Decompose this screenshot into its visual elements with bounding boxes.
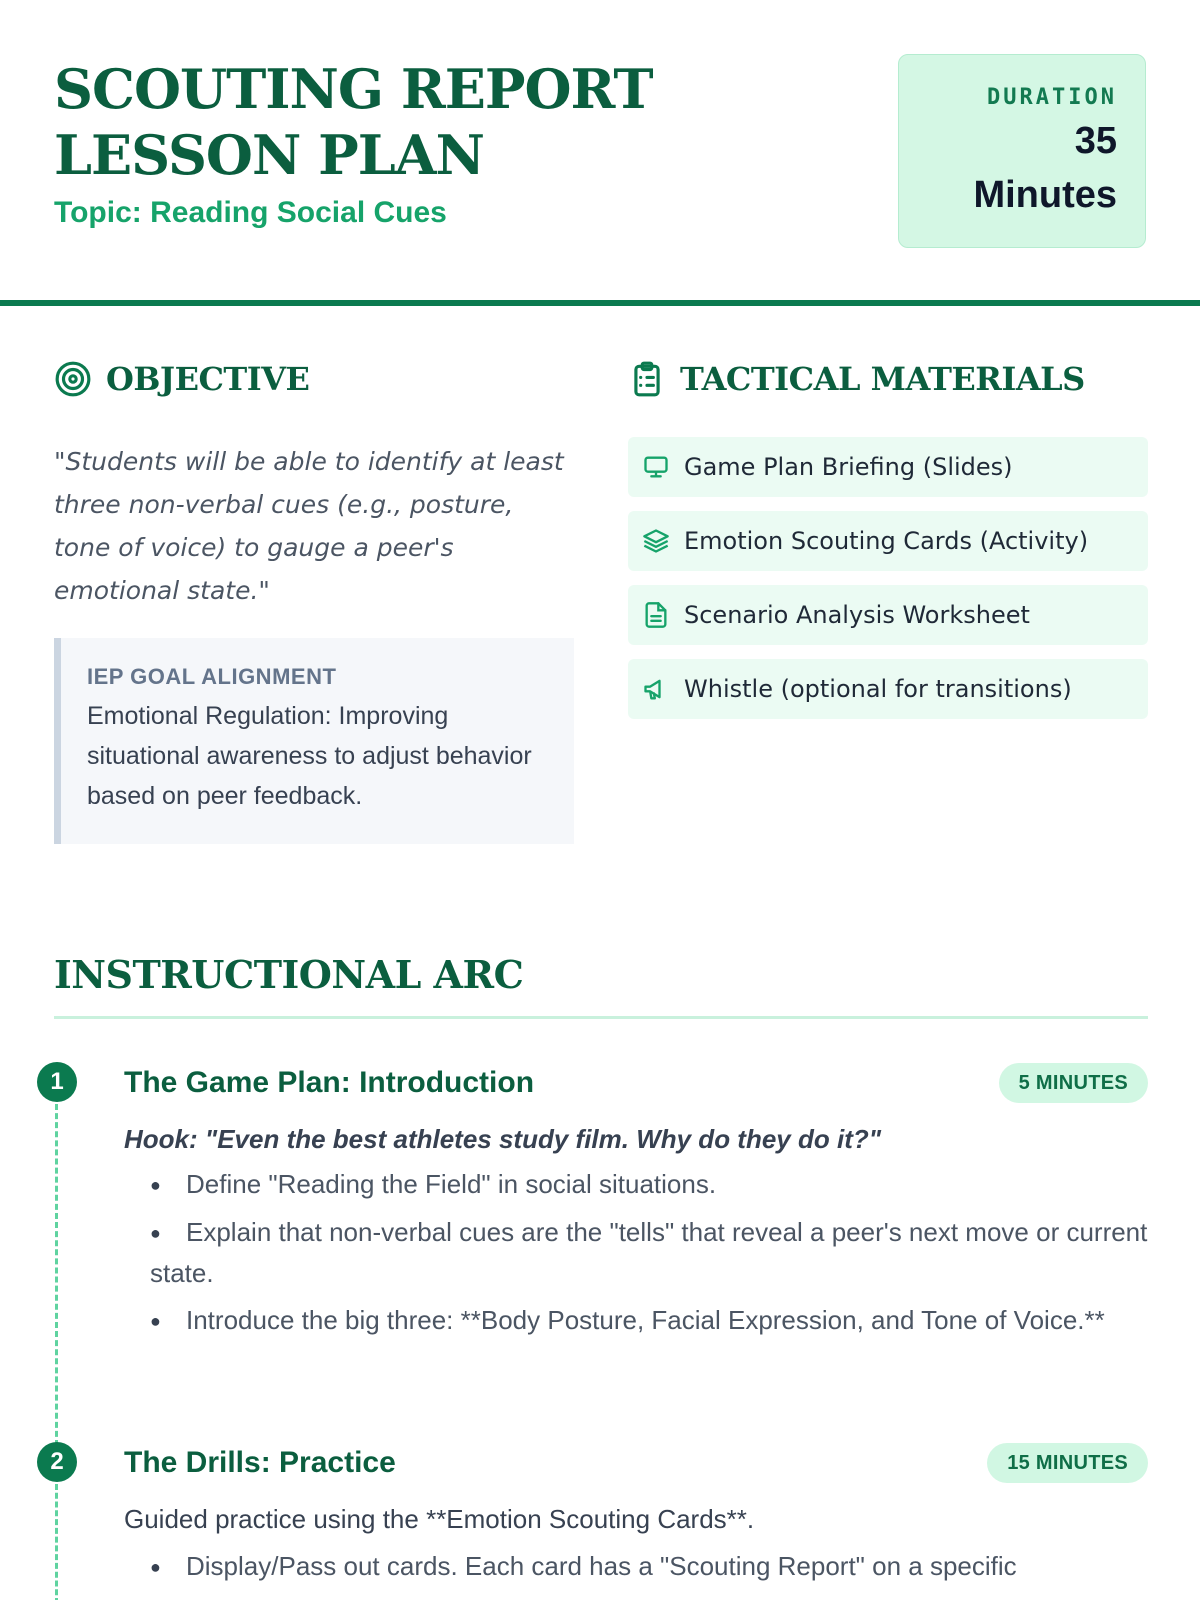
bullet-text: Explain that non-verbal cues are the "tells" that reveal a peer's next move or current state.: [150, 1217, 1148, 1288]
material-item: [628, 437, 1148, 497]
step-number: 1: [37, 1062, 77, 1102]
timeline-connector: [55, 1484, 58, 1600]
step-bullet-list: [150, 1164, 1148, 1348]
objective-heading: [54, 360, 309, 398]
material-label: Game Plan Briefing (Slides): [684, 453, 1013, 481]
section-divider: [54, 1016, 1148, 1019]
step-hook: Hook: "Even the best athletes study film. Why do they do it?": [124, 1124, 882, 1154]
list-item: ● Display/Pass out cards. Each card has a "Scouting Report" on a specific: [150, 1551, 1017, 1581]
iep-text: Emotional Regulation: Improving situational awareness to adjust behavior based on peer feedback.: [87, 702, 532, 810]
duration-label: DURATION: [987, 85, 1117, 110]
step-number: 2: [37, 1442, 77, 1482]
step-bullet-list: [150, 1546, 1148, 1594]
duration-badge: 5 MINUTES: [999, 1063, 1148, 1103]
topic-subtitle: Topic: Reading Social Cues: [54, 196, 447, 229]
timeline-connector: [55, 1104, 58, 1446]
bullet-text: Introduce the big three: **Body Posture, Facial Expression, and Tone of Voice.**: [186, 1305, 1105, 1335]
duration-value: 35 Minutes: [973, 120, 1117, 216]
iep-label: IEP GOAL ALIGNMENT: [87, 664, 337, 689]
presentation-icon: [642, 453, 670, 481]
list-item: ● Define "Reading the Field" in social situations.: [150, 1169, 717, 1199]
step-intro: Guided practice using the **Emotion Scouting Cards**.: [124, 1504, 755, 1534]
materials-list: [628, 437, 1148, 733]
duration-card: [898, 54, 1146, 248]
duration-badge: 15 MINUTES: [987, 1443, 1148, 1483]
megaphone-icon: [642, 675, 670, 703]
materials-heading-text: TACTICAL MATERIALS: [680, 360, 1085, 398]
page-title: SCOUTING REPORT LESSON PLAN: [54, 57, 653, 187]
iep-goal-box: [54, 638, 574, 844]
clipboard-list-icon: [628, 360, 666, 398]
material-label: Emotion Scouting Cards (Activity): [684, 527, 1089, 555]
list-item: ● Introduce the big three: **Body Posture, Facial Expression, and Tone of Voice.**: [150, 1305, 1105, 1335]
materials-heading: [628, 360, 1085, 398]
material-item: [628, 511, 1148, 571]
objective-text: "Students will be able to identify at least three non-verbal cues (e.g., posture, tone of voice) to gauge a peer's emotional state.": [54, 447, 564, 605]
material-label: Scenario Analysis Worksheet: [684, 601, 1030, 629]
material-item: [628, 659, 1148, 719]
bullet-text: Display/Pass out cards. Each card has a "Scouting Report" on a specific: [186, 1551, 1017, 1581]
material-item: [628, 585, 1148, 645]
instructional-arc-heading: INSTRUCTIONAL ARC: [54, 952, 524, 997]
target-icon: [54, 360, 92, 398]
material-label: Whistle (optional for transitions): [684, 675, 1072, 703]
header: [0, 0, 1200, 306]
step-title: The Game Plan: Introduction: [124, 1066, 535, 1099]
layers-icon: [642, 527, 670, 555]
list-item: ● Explain that non-verbal cues are the "tells" that reveal a peer's next move or current state.: [150, 1217, 1148, 1288]
step-title: The Drills: Practice: [124, 1446, 396, 1479]
bullet-text: Define "Reading the Field" in social situations.: [186, 1169, 717, 1199]
document-icon: [642, 601, 670, 629]
objective-heading-text: OBJECTIVE: [106, 360, 310, 398]
